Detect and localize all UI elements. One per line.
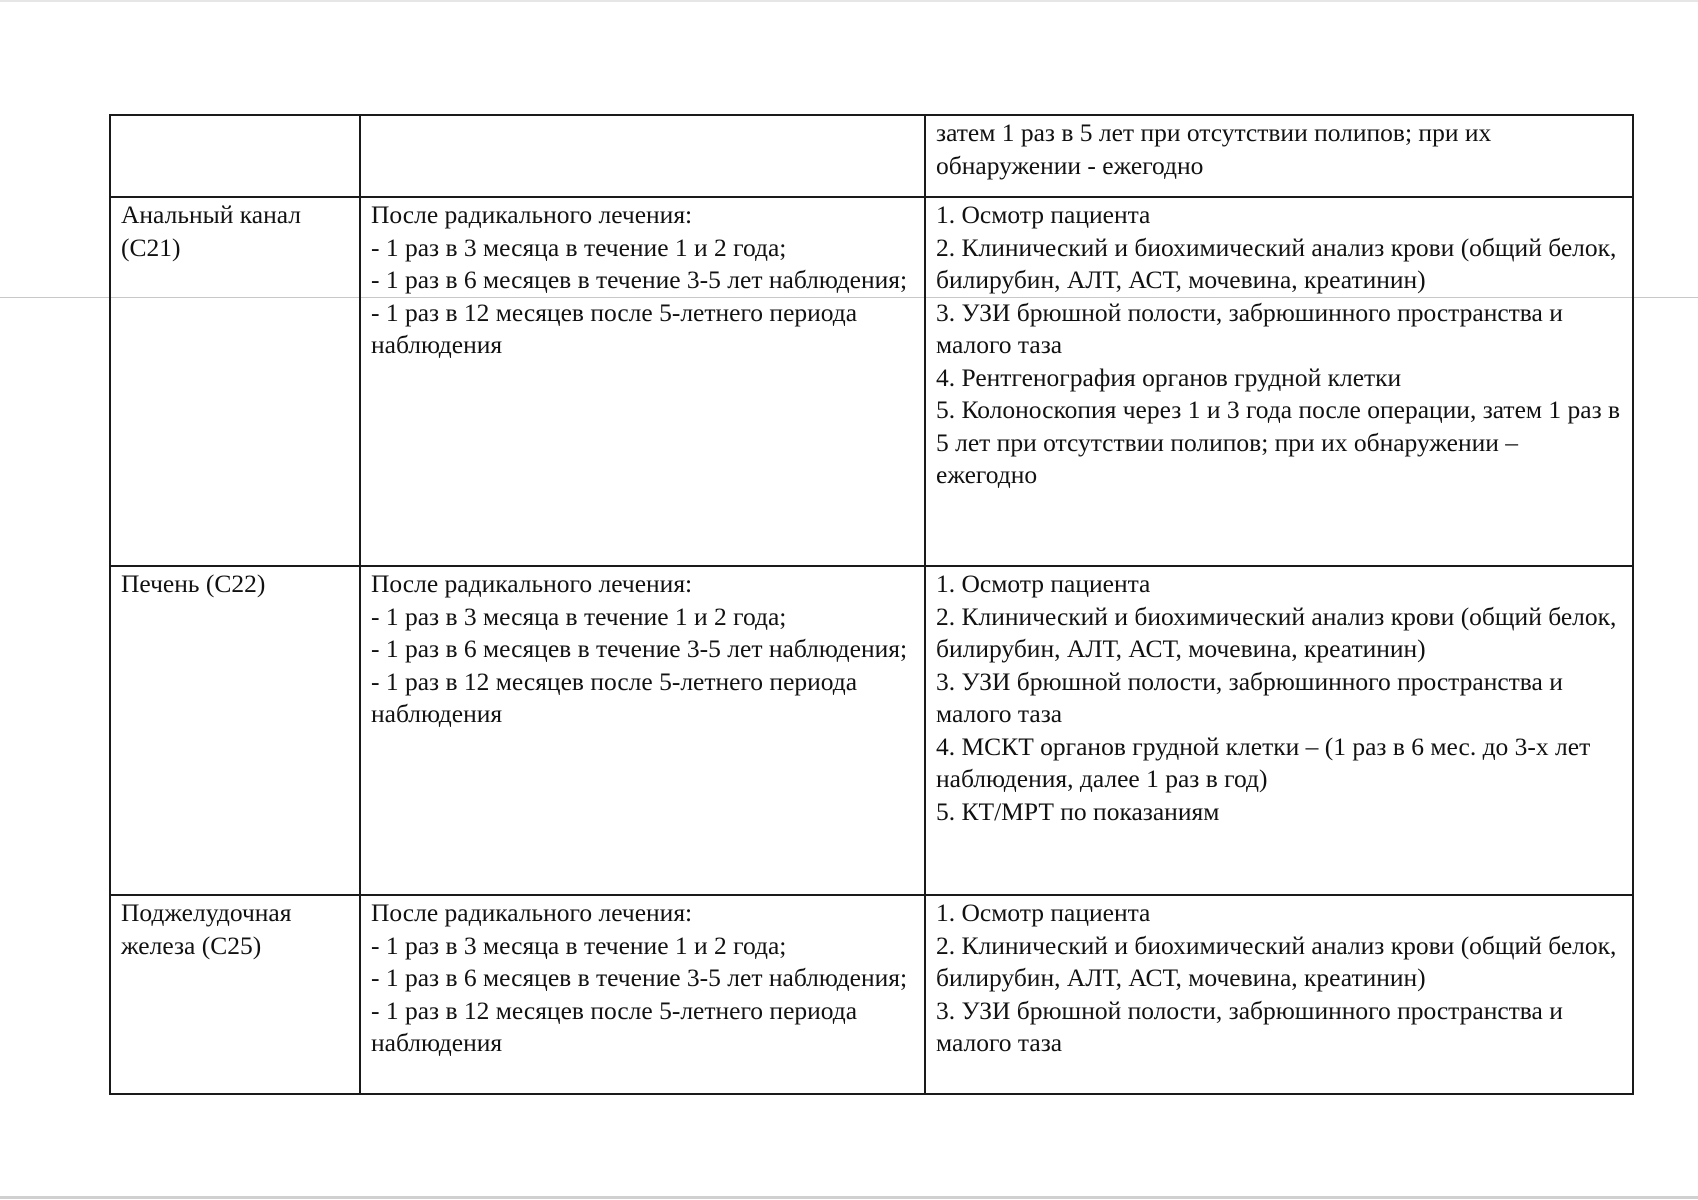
exam-item: 5. КТ/МРТ по показаниям <box>936 796 1220 826</box>
site-name: Анальный канал (С21) <box>121 200 301 262</box>
frequency-line: - 1 раз в 3 месяца в течение 1 и 2 года; <box>371 930 787 960</box>
exam-item: 3. УЗИ брюшной полости, забрюшинного пространства и малого таза <box>936 666 1563 728</box>
site-name: Печень (С22) <box>121 569 266 598</box>
exams-cell <box>925 566 1633 895</box>
table-row <box>110 895 1633 1094</box>
frequency-line: - 1 раз в 12 месяцев после 5-летнего периода наблюдения <box>371 995 858 1057</box>
site-name: Поджелудочная железа (С25) <box>121 898 292 960</box>
table-row <box>110 197 1633 566</box>
exam-item: 4. Рентгенография органов грудной клетки <box>936 362 1402 392</box>
exams-cell <box>925 895 1633 1094</box>
table-row <box>110 566 1633 895</box>
exam-item: 4. МСКТ органов грудной клетки – (1 раз в 6 мес. до 3-х лет наблюдения, далее 1 раз в год) <box>936 731 1591 793</box>
exam-item: 3. УЗИ брюшной полости, забрюшинного пространства и малого таза <box>936 297 1563 359</box>
scan-artifact-top <box>0 0 1698 2</box>
site-cell <box>110 566 360 895</box>
exam-item: 2. Клинический и биохимический анализ крови (общий белок, билирубин, АЛТ, АСТ, мочевина, креатинин) <box>936 930 1617 992</box>
exams-cell <box>925 115 1633 197</box>
frequency-line: - 1 раз в 3 месяца в течение 1 и 2 года; <box>371 232 787 262</box>
scan-artifact-bottom <box>0 1196 1698 1199</box>
exam-item: затем 1 раз в 5 лет при отсутствии полипов; при их обнаружении - ежегодно <box>936 118 1492 180</box>
frequency-line: - 1 раз в 6 месяцев в течение 3-5 лет наблюдения; <box>371 265 908 294</box>
site-cell <box>110 115 360 197</box>
frequency-cell <box>360 115 925 197</box>
frequency-cell <box>360 566 925 895</box>
frequency-line: После радикального лечения: <box>371 200 693 229</box>
exam-item: 2. Клинический и биохимический анализ крови (общий белок, билирубин, АЛТ, АСТ, мочевина, креатинин) <box>936 601 1617 663</box>
exam-item: 3. УЗИ брюшной полости, забрюшинного пространства и малого таза <box>936 995 1563 1057</box>
exam-item: 1. Осмотр пациента <box>936 898 1151 927</box>
follow-up-table <box>109 114 1634 1095</box>
frequency-line: - 1 раз в 12 месяцев после 5-летнего периода наблюдения <box>371 297 858 359</box>
frequency-cell <box>360 197 925 566</box>
frequency-line: - 1 раз в 6 месяцев в течение 3-5 лет наблюдения; <box>371 634 908 663</box>
table-row <box>110 115 1633 197</box>
exam-item: 1. Осмотр пациента <box>936 569 1151 598</box>
frequency-line: - 1 раз в 3 месяца в течение 1 и 2 года; <box>371 601 787 631</box>
exam-item: 1. Осмотр пациента <box>936 200 1151 229</box>
frequency-line: После радикального лечения: <box>371 898 693 927</box>
exam-item: 5. Колоноскопия через 1 и 3 года после операции, затем 1 раз в 5 лет при отсутствии полипов; при их обнаружении – ежегодно <box>936 395 1621 489</box>
frequency-line: - 1 раз в 12 месяцев после 5-летнего периода наблюдения <box>371 666 858 728</box>
frequency-line: После радикального лечения: <box>371 569 693 598</box>
exams-cell <box>925 197 1633 566</box>
site-cell <box>110 197 360 566</box>
frequency-line: - 1 раз в 6 месяцев в течение 3-5 лет наблюдения; <box>371 963 908 992</box>
site-cell <box>110 895 360 1094</box>
exam-item: 2. Клинический и биохимический анализ крови (общий белок, билирубин, АЛТ, АСТ, мочевина, креатинин) <box>936 232 1617 294</box>
frequency-cell <box>360 895 925 1094</box>
